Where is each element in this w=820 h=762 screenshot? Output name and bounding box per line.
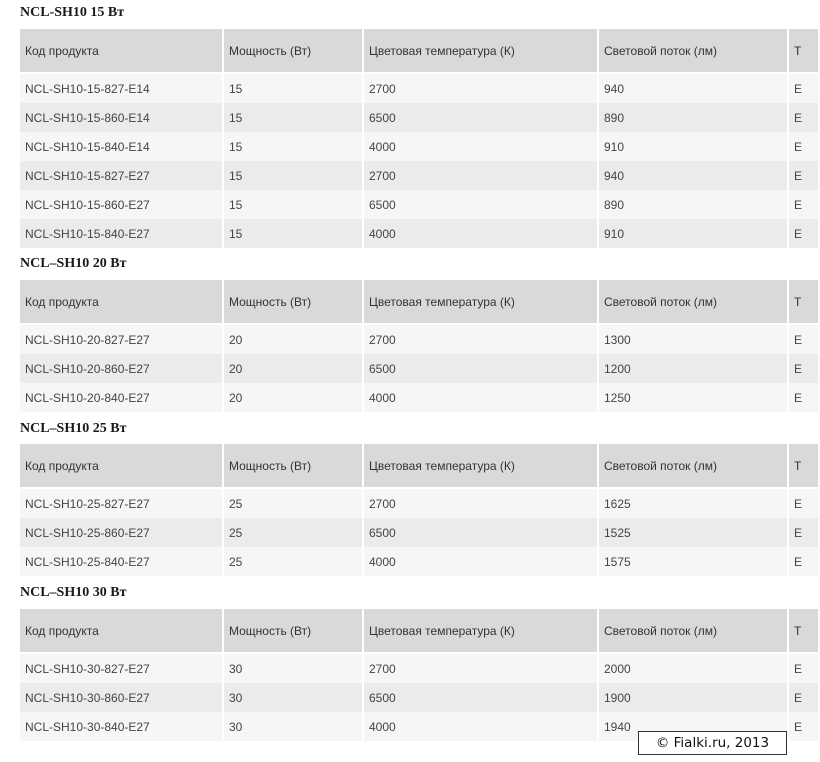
section-title: NCL–SH10 20 Вт (20, 256, 127, 271)
table-row (20, 383, 820, 412)
color-temperature-cell: 6500 (364, 683, 599, 712)
table-row (20, 72, 820, 103)
product-code-cell: NCL-SH10-15-827-E27 (20, 161, 224, 190)
table-row (20, 487, 820, 518)
table-row (20, 323, 820, 354)
truncated-cell: Е (789, 712, 820, 741)
section-title: NCL–SH10 30 Вт (20, 585, 127, 600)
product-code-cell: NCL-SH10-25-840-E27 (20, 547, 224, 576)
luminous-flux-cell: 1525 (599, 518, 789, 547)
product-code-cell: NCL-SH10-25-860-E27 (20, 518, 224, 547)
column-header-color-temperature: Цветовая температура (К) (364, 280, 599, 323)
product-code-cell: NCL-SH10-30-840-E27 (20, 712, 224, 741)
color-temperature-cell: 6500 (364, 190, 599, 219)
truncated-cell: Е (789, 518, 820, 547)
product-code-cell: NCL-SH10-30-860-E27 (20, 683, 224, 712)
power-cell: 25 (224, 518, 364, 547)
table-row (20, 219, 820, 248)
luminous-flux-cell: 940 (599, 161, 789, 190)
color-temperature-cell: 4000 (364, 383, 599, 412)
luminous-flux-cell: 890 (599, 190, 789, 219)
product-code-cell: NCL-SH10-15-860-E27 (20, 190, 224, 219)
power-cell: 25 (224, 547, 364, 576)
table-row (20, 161, 820, 190)
product-code-cell: NCL-SH10-15-860-E14 (20, 103, 224, 132)
truncated-cell: Е (789, 323, 820, 354)
table-row (20, 354, 820, 383)
color-temperature-cell: 2700 (364, 72, 599, 103)
column-header-truncated: Т (789, 280, 820, 323)
table-header-row (20, 280, 820, 323)
column-header-product-code: Код продукта (20, 280, 224, 323)
product-code-cell: NCL-SH10-20-860-E27 (20, 354, 224, 383)
table-header-row (20, 444, 820, 487)
color-temperature-cell: 6500 (364, 354, 599, 383)
power-cell: 30 (224, 712, 364, 741)
luminous-flux-cell: 1900 (599, 683, 789, 712)
column-header-power: Мощность (Вт) (224, 29, 364, 72)
copyright-watermark: © Fialki.ru, 2013 (638, 731, 787, 755)
luminous-flux-cell: 1300 (599, 323, 789, 354)
column-header-color-temperature: Цветовая температура (К) (364, 444, 599, 487)
luminous-flux-cell: 910 (599, 132, 789, 161)
product-code-cell: NCL-SH10-15-827-E14 (20, 72, 224, 103)
section-title: NCL–SH10 25 Вт (20, 421, 127, 436)
product-code-cell: NCL-SH10-15-840-E14 (20, 132, 224, 161)
color-temperature-cell: 4000 (364, 132, 599, 161)
table-row (20, 132, 820, 161)
column-header-product-code: Код продукта (20, 609, 224, 652)
truncated-cell: Е (789, 72, 820, 103)
column-header-luminous-flux: Световой поток (лм) (599, 444, 789, 487)
luminous-flux-cell: 890 (599, 103, 789, 132)
column-header-truncated: Т (789, 29, 820, 72)
truncated-cell: Е (789, 487, 820, 518)
color-temperature-cell: 2700 (364, 487, 599, 518)
power-cell: 15 (224, 219, 364, 248)
product-code-cell: NCL-SH10-25-827-E27 (20, 487, 224, 518)
table-row (20, 518, 820, 547)
column-header-luminous-flux: Световой поток (лм) (599, 280, 789, 323)
color-temperature-cell: 4000 (364, 219, 599, 248)
luminous-flux-cell: 910 (599, 219, 789, 248)
truncated-cell: Е (789, 219, 820, 248)
column-header-product-code: Код продукта (20, 29, 224, 72)
color-temperature-cell: 6500 (364, 518, 599, 547)
column-header-truncated: Т (789, 444, 820, 487)
luminous-flux-cell: 1575 (599, 547, 789, 576)
truncated-cell: Е (789, 683, 820, 712)
power-cell: 25 (224, 487, 364, 518)
luminous-flux-cell: 1250 (599, 383, 789, 412)
truncated-cell: Е (789, 547, 820, 576)
power-cell: 15 (224, 103, 364, 132)
color-temperature-cell: 4000 (364, 547, 599, 576)
power-cell: 20 (224, 323, 364, 354)
power-cell: 15 (224, 132, 364, 161)
column-header-power: Мощность (Вт) (224, 609, 364, 652)
spec-table (20, 609, 820, 741)
column-header-power: Мощность (Вт) (224, 444, 364, 487)
power-cell: 15 (224, 190, 364, 219)
table-header-row (20, 609, 820, 652)
table-header-row (20, 29, 820, 72)
luminous-flux-cell: 2000 (599, 652, 789, 683)
truncated-cell: Е (789, 190, 820, 219)
column-header-truncated: Т (789, 609, 820, 652)
column-header-luminous-flux: Световой поток (лм) (599, 609, 789, 652)
power-cell: 30 (224, 683, 364, 712)
table-row (20, 190, 820, 219)
truncated-cell: Е (789, 161, 820, 190)
product-code-cell: NCL-SH10-20-840-E27 (20, 383, 224, 412)
luminous-flux-cell: 1200 (599, 354, 789, 383)
truncated-cell: Е (789, 103, 820, 132)
luminous-flux-cell: 1940 (599, 712, 789, 741)
color-temperature-cell: 2700 (364, 323, 599, 354)
product-code-cell: NCL-SH10-20-827-E27 (20, 323, 224, 354)
section-title: NCL-SH10 15 Вт (20, 5, 125, 20)
column-header-luminous-flux: Световой поток (лм) (599, 29, 789, 72)
product-code-cell: NCL-SH10-15-840-E27 (20, 219, 224, 248)
truncated-cell: Е (789, 652, 820, 683)
color-temperature-cell: 2700 (364, 161, 599, 190)
power-cell: 20 (224, 354, 364, 383)
table-row (20, 652, 820, 683)
column-header-color-temperature: Цветовая температура (К) (364, 609, 599, 652)
table-row (20, 683, 820, 712)
power-cell: 20 (224, 383, 364, 412)
color-temperature-cell: 4000 (364, 712, 599, 741)
color-temperature-cell: 6500 (364, 103, 599, 132)
spec-table (20, 29, 820, 248)
spec-table (20, 280, 820, 412)
spec-table (20, 444, 820, 576)
truncated-cell: Е (789, 132, 820, 161)
column-header-product-code: Код продукта (20, 444, 224, 487)
luminous-flux-cell: 940 (599, 72, 789, 103)
column-header-color-temperature: Цветовая температура (К) (364, 29, 599, 72)
luminous-flux-cell: 1625 (599, 487, 789, 518)
power-cell: 30 (224, 652, 364, 683)
column-header-power: Мощность (Вт) (224, 280, 364, 323)
power-cell: 15 (224, 72, 364, 103)
truncated-cell: Е (789, 354, 820, 383)
truncated-cell: Е (789, 383, 820, 412)
product-code-cell: NCL-SH10-30-827-E27 (20, 652, 224, 683)
table-row (20, 103, 820, 132)
color-temperature-cell: 2700 (364, 652, 599, 683)
table-row (20, 547, 820, 576)
power-cell: 15 (224, 161, 364, 190)
